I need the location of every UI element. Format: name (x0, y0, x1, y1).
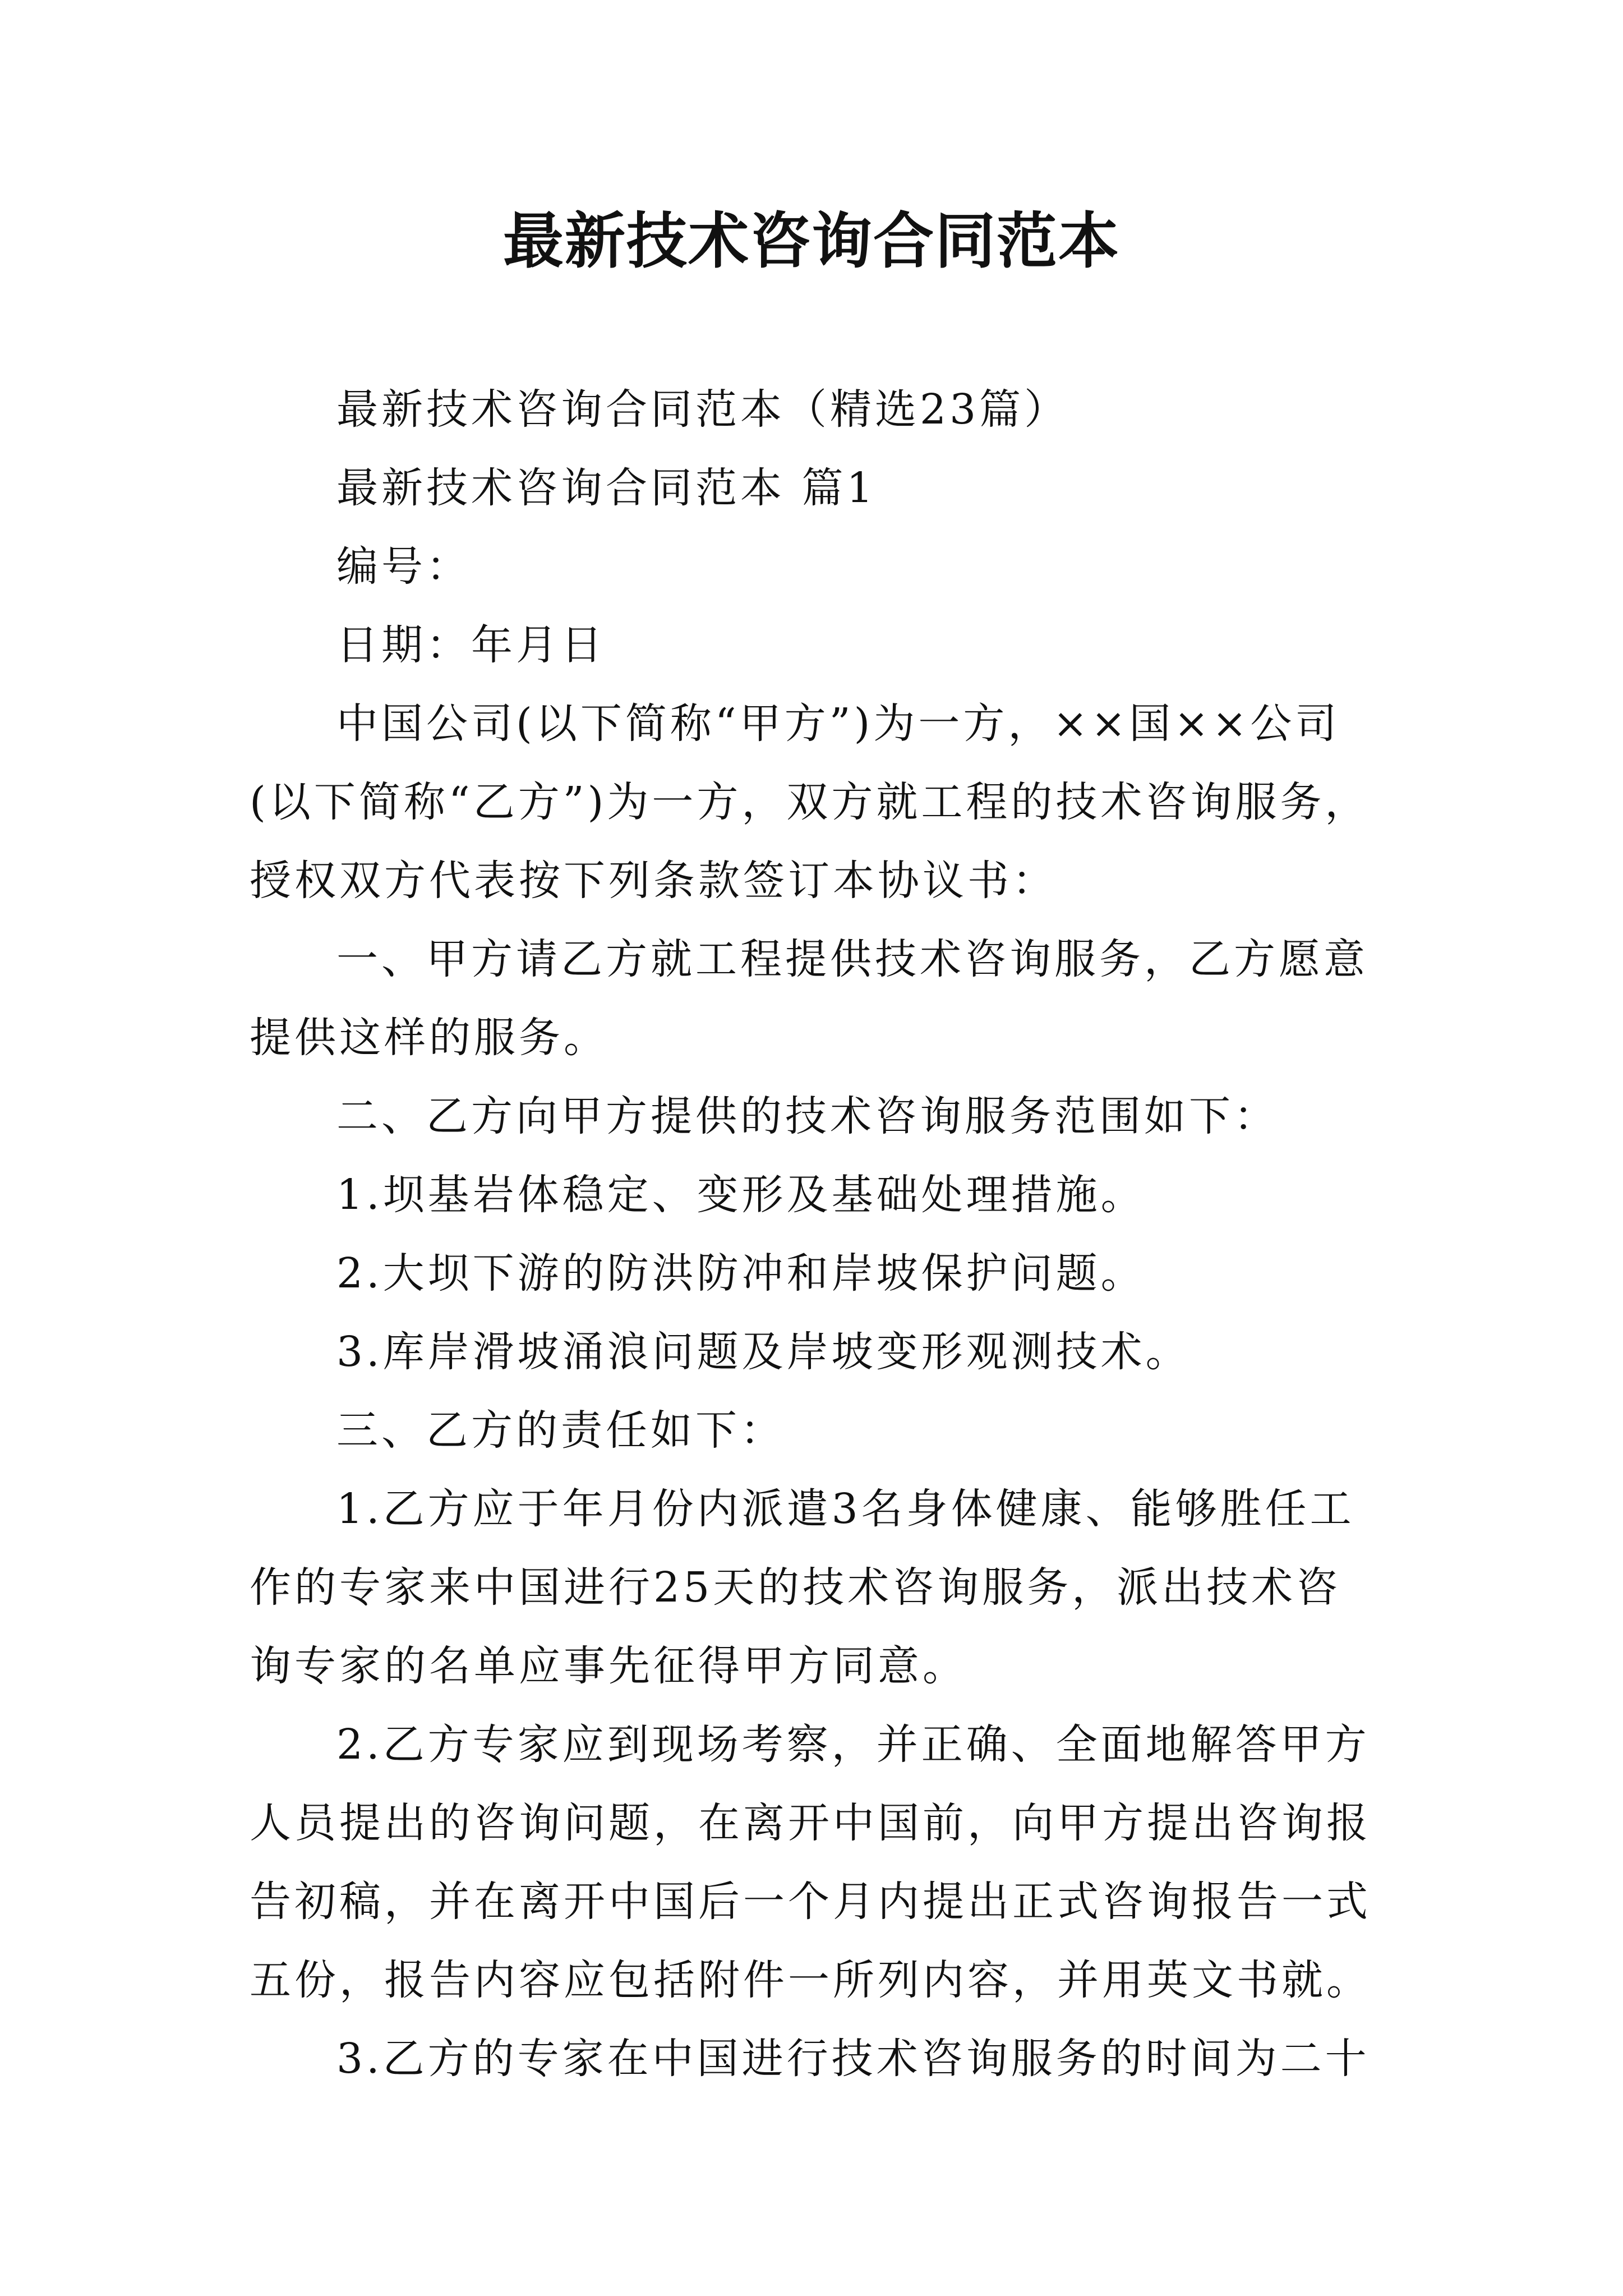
paragraph-number-field: 编号： (336, 542, 471, 591)
paragraph-clause-2-item-1: 1.坝基岩体稳定、变形及基础处理措施。 (336, 1171, 1146, 1219)
paragraph-parties: 中国公司(以下简称“甲方”)为一方，××国××公司(以下简称“乙方”)为一方，双方就工程的技术咨询服务，授权双方代表按下列条款签订本协议书： (250, 700, 1370, 905)
paragraph-subtitle: 最新技术咨询合同范本（精选23篇） (336, 385, 1069, 434)
paragraph-section-heading: 最新技术咨询合同范本 篇1 (336, 464, 877, 512)
paragraph-clause-3-item-2: 2.乙方专家应到现场考察，并正确、全面地解答甲方人员提出的咨询问题，在离开中国前，向甲方提出咨询报告初稿，并在离开中国后一个月内提出正式咨询报告一式五份，报告内容应包括附件一所列内容，并用英文书就。 (250, 1720, 1371, 2004)
paragraph-date-field: 日期：年月日 (336, 621, 606, 669)
paragraph-clause-2-item-2: 2.大坝下游的防洪防冲和岸坡保护问题。 (336, 1249, 1146, 1297)
paragraph-clause-3-item-3: 3.乙方的专家在中国进行技术咨询服务的时间为二十 (336, 2035, 1370, 2083)
document-body (250, 370, 1377, 2098)
paragraph-clause-2: 二、乙方向甲方提供的技术咨询服务范围如下： (336, 1092, 1279, 1140)
paragraph-clause-1: 一、甲方请乙方就工程提供技术咨询服务，乙方愿意提供这样的服务。 (250, 935, 1368, 1062)
document-title: 最新技术咨询合同范本 (502, 206, 1120, 277)
paragraph-clause-3-item-1: 1.乙方应于年月份内派遣3名身体健康、能够胜任工作的专家来中国进行25天的技术咨询服务，派出技术咨询专家的名单应事先征得甲方同意。 (250, 1485, 1355, 1690)
paragraph-clause-2-item-3: 3.库岸滑坡涌浪问题及岸坡变形观测技术。 (336, 1328, 1191, 1376)
paragraph-clause-3: 三、乙方的责任如下： (336, 1406, 785, 1455)
